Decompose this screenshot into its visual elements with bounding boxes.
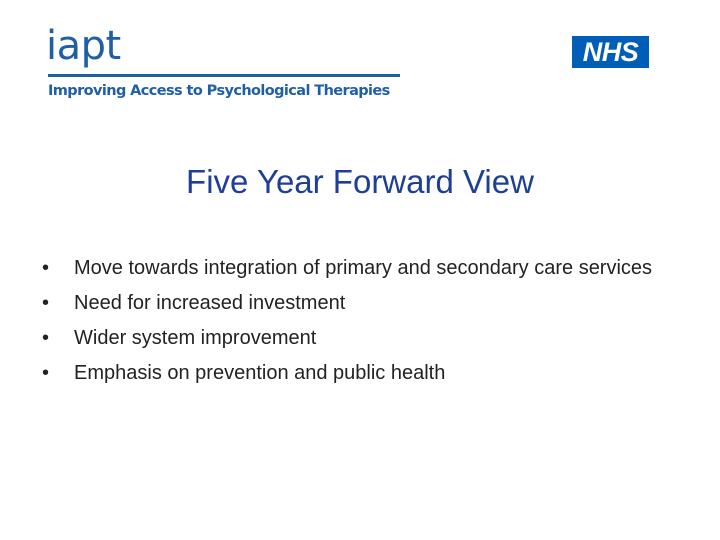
bullet-dot: •	[42, 327, 50, 349]
bullet-text: Need for increased investment	[74, 292, 346, 314]
bullet-dot: •	[42, 257, 50, 279]
nhs-logo	[572, 36, 649, 68]
iapt-logo-rule	[48, 74, 400, 77]
bullet-item	[40, 360, 690, 386]
bullet-list	[40, 255, 690, 395]
bullet-item	[40, 255, 690, 281]
bullet-text: Emphasis on prevention and public health	[74, 362, 446, 384]
iapt-logo	[46, 22, 406, 102]
bullet-text: Move towards integration of primary and secondary care services	[74, 257, 653, 279]
iapt-logo-word: iapt	[46, 23, 121, 69]
nhs-logo-text: NHS	[582, 37, 639, 67]
slide-title: Five Year Forward View	[186, 163, 534, 200]
bullet-text: Wider system improvement	[74, 327, 317, 349]
bullet-dot: •	[42, 292, 50, 314]
bullet-item	[40, 325, 690, 351]
bullet-dot: •	[42, 362, 50, 384]
iapt-logo-tagline: Improving Access to Psychological Therapies	[48, 83, 390, 99]
bullet-item	[40, 290, 690, 316]
